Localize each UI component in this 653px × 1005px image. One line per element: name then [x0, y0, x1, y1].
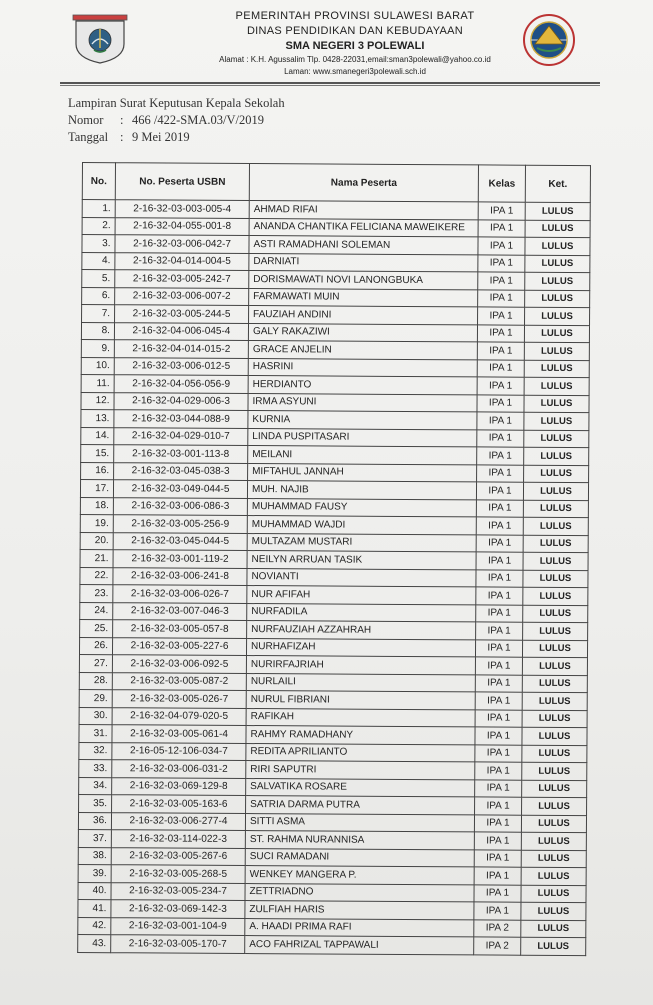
- usbn-number: 2-16-32-03-006-092-5: [112, 655, 246, 673]
- status-badge: LULUS: [522, 727, 587, 745]
- status-badge: LULUS: [523, 622, 588, 640]
- class-name: IPA 1: [474, 849, 521, 867]
- status-badge: LULUS: [521, 832, 586, 850]
- status-badge: LULUS: [524, 342, 589, 360]
- row-number: 41.: [78, 899, 111, 917]
- row-number: 34.: [79, 777, 112, 795]
- participant-name: NURFAUZIAH AZZAHRAH: [247, 621, 476, 640]
- class-name: IPA 1: [477, 447, 524, 465]
- participant-name: MUH. NAJIB: [247, 481, 476, 500]
- status-badge: LULUS: [525, 237, 590, 255]
- participant-name: ZETTRIADNO: [245, 883, 474, 902]
- class-name: IPA 1: [478, 237, 525, 255]
- participant-name: NURHAFIZAH: [246, 638, 475, 657]
- class-name: IPA 1: [478, 202, 525, 220]
- nomor-row: [68, 112, 285, 129]
- row-number: 19.: [80, 514, 113, 532]
- class-name: IPA 1: [475, 709, 522, 727]
- usbn-number: 2-16-32-03-005-268-5: [111, 865, 245, 883]
- header-name: Nama Peserta: [249, 164, 478, 202]
- school-name: SMA NEGERI 3 POLEWALI: [285, 40, 425, 52]
- row-number: 24.: [80, 602, 113, 620]
- status-badge: LULUS: [522, 745, 587, 763]
- class-name: IPA 1: [474, 832, 521, 850]
- class-name: IPA 1: [478, 307, 525, 325]
- participant-name: HERDIANTO: [248, 376, 477, 395]
- usbn-number: 2-16-32-03-005-242-7: [115, 270, 249, 288]
- status-badge: LULUS: [525, 272, 590, 290]
- usbn-number: 2-16-32-03-006-012-5: [114, 357, 248, 375]
- table-body: [78, 200, 591, 956]
- row-number: 23.: [80, 584, 113, 602]
- row-number: 27.: [79, 654, 112, 672]
- row-number: 35.: [79, 794, 112, 812]
- nomor-value: 466 /422-SMA.03/V/2019: [132, 113, 264, 127]
- class-name: IPA 1: [477, 324, 524, 342]
- usbn-number: 2-16-32-03-006-277-4: [111, 812, 245, 830]
- status-badge: LULUS: [521, 885, 586, 903]
- status-badge: LULUS: [524, 377, 589, 395]
- row-number: 31.: [79, 724, 112, 742]
- class-name: IPA 1: [476, 587, 523, 605]
- status-badge: LULUS: [524, 412, 589, 430]
- row-number: 20.: [80, 532, 113, 550]
- row-number: 33.: [79, 759, 112, 777]
- usbn-number: 2-16-32-03-005-170-7: [111, 935, 245, 953]
- class-name: IPA 1: [478, 272, 525, 290]
- class-name: IPA 1: [478, 219, 525, 237]
- class-name: IPA 1: [475, 639, 522, 657]
- participant-name: NURLAILI: [246, 673, 475, 692]
- class-name: IPA 1: [477, 359, 524, 377]
- class-name: IPA 1: [476, 482, 523, 500]
- participant-name: ASTI RAMADHANI SOLEMAN: [249, 236, 478, 255]
- row-number: 28.: [79, 672, 112, 690]
- usbn-number: 2-16-32-04-029-010-7: [114, 427, 248, 445]
- class-name: IPA 1: [477, 429, 524, 447]
- row-number: 13.: [81, 409, 114, 427]
- row-number: 4.: [82, 252, 115, 270]
- row-number: 12.: [81, 392, 114, 410]
- status-badge: LULUS: [521, 920, 586, 938]
- class-name: IPA 1: [478, 254, 525, 272]
- participant-name: GALY RAKAZIWI: [248, 323, 477, 342]
- participant-name: RAHMY RAMADHANY: [246, 726, 475, 745]
- participant-name: MULTAZAM MUSTARI: [247, 533, 476, 552]
- participant-name: RAFIKAH: [246, 708, 475, 727]
- row-number: 40.: [78, 882, 111, 900]
- usbn-number: 2-16-32-04-056-056-9: [114, 375, 248, 393]
- decree-reference: [68, 95, 285, 146]
- participant-name: ST. RAHMA NURANNISA: [245, 831, 474, 850]
- class-name: IPA 1: [476, 569, 523, 587]
- school-website: Laman: www.smanegeri3polewali.sch.id: [284, 67, 426, 76]
- participant-name: NURFADILA: [247, 603, 476, 622]
- usbn-number: 2-16-32-03-005-227-6: [112, 637, 246, 655]
- class-name: IPA 1: [475, 657, 522, 675]
- tanggal-row: [68, 129, 285, 146]
- status-badge: LULUS: [524, 465, 589, 483]
- participant-name: NUR AFIFAH: [247, 586, 476, 605]
- table-row: [78, 934, 586, 955]
- status-badge: LULUS: [522, 762, 587, 780]
- usbn-number: 2-16-32-03-006-026-7: [113, 585, 247, 603]
- class-name: IPA 1: [478, 289, 525, 307]
- class-name: IPA 1: [474, 902, 521, 920]
- class-name: IPA 1: [477, 342, 524, 360]
- class-name: IPA 1: [476, 552, 523, 570]
- participant-name: SITTI ASMA: [245, 813, 474, 832]
- usbn-number: 2-16-32-03-045-038-3: [114, 462, 248, 480]
- class-name: IPA 2: [474, 919, 521, 937]
- status-badge: LULUS: [523, 605, 588, 623]
- status-badge: LULUS: [523, 587, 588, 605]
- row-number: 10.: [81, 357, 114, 375]
- participant-name: MUHAMMAD FAUSY: [247, 498, 476, 517]
- participant-name: ZULFIAH HARIS: [245, 901, 474, 920]
- participant-name: DARNIATI: [249, 253, 478, 272]
- participant-name: NEILYN ARRUAN TASIK: [247, 551, 476, 570]
- usbn-number: 2-16-32-03-006-241-8: [113, 567, 247, 585]
- row-number: 36.: [78, 812, 111, 830]
- school-emblem-icon: [521, 14, 577, 66]
- usbn-number: 2-16-32-03-001-119-2: [113, 550, 247, 568]
- usbn-number: 2-16-32-03-001-104-9: [111, 917, 245, 935]
- usbn-number: 2-16-32-03-006-031-2: [112, 760, 246, 778]
- usbn-number: 2-16-32-03-045-044-5: [113, 532, 247, 550]
- table-header-row: [82, 163, 590, 203]
- nomor-colon: :: [120, 113, 124, 127]
- class-name: IPA 1: [476, 604, 523, 622]
- usbn-number: 2-16-32-03-069-142-3: [111, 900, 245, 918]
- status-badge: LULUS: [524, 325, 589, 343]
- provincial-emblem-icon: [72, 14, 128, 64]
- school-address: Alamat : K.H. Agussalim Tlp. 0428-22031,email:sman3polewali@yahoo.co.id: [219, 55, 491, 64]
- usbn-number: 2-16-32-03-007-046-3: [113, 602, 247, 620]
- usbn-number: 2-16-32-03-006-086-3: [113, 497, 247, 515]
- status-badge: LULUS: [522, 692, 587, 710]
- participant-name: KURNIA: [248, 411, 477, 430]
- class-name: IPA 1: [474, 814, 521, 832]
- status-badge: LULUS: [522, 640, 587, 658]
- decree-title: Lampiran Surat Keputusan Kepala Sekolah: [68, 96, 285, 110]
- usbn-number: 2-16-32-03-005-026-7: [112, 690, 246, 708]
- usbn-number: 2-16-32-03-044-088-9: [114, 410, 248, 428]
- usbn-number: 2-16-32-03-006-042-7: [115, 235, 249, 253]
- usbn-number: 2-16-32-04-014-004-5: [115, 252, 249, 270]
- participant-name: DORISMAWATI NOVI LANONGBUKA: [249, 271, 478, 290]
- class-name: IPA 1: [477, 464, 524, 482]
- class-name: IPA 1: [475, 744, 522, 762]
- usbn-number: 2-16-32-04-029-006-3: [114, 392, 248, 410]
- status-badge: LULUS: [523, 500, 588, 518]
- row-number: 43.: [78, 934, 111, 952]
- class-name: IPA 1: [475, 762, 522, 780]
- participant-name: RIRI SAPUTRI: [246, 761, 475, 780]
- participant-name: REDITA APRILIANTO: [246, 743, 475, 762]
- row-number: 8.: [81, 322, 114, 340]
- row-number: 11.: [81, 374, 114, 392]
- class-name: IPA 2: [474, 937, 521, 955]
- row-number: 9.: [81, 339, 114, 357]
- participant-name: GRACE ANJELIN: [248, 341, 477, 360]
- usbn-number: 2-16-32-03-005-267-6: [111, 847, 245, 865]
- class-name: IPA 1: [477, 394, 524, 412]
- usbn-number: 2-16-05-12-106-034-7: [112, 742, 246, 760]
- class-name: IPA 1: [476, 534, 523, 552]
- usbn-number: 2-16-32-03-001-113-8: [114, 445, 248, 463]
- header-no: No.: [82, 163, 115, 200]
- header-ket: Ket.: [525, 165, 590, 202]
- usbn-number: 2-16-32-03-005-061-4: [112, 725, 246, 743]
- row-number: 25.: [80, 619, 113, 637]
- row-number: 6.: [82, 287, 115, 305]
- usbn-number: 2-16-32-03-049-044-5: [113, 480, 247, 498]
- row-number: 16.: [81, 462, 114, 480]
- usbn-number: 2-16-32-03-005-234-7: [111, 882, 245, 900]
- header-kelas: Kelas: [478, 165, 525, 202]
- status-badge: LULUS: [525, 220, 590, 238]
- participant-name: FAUZIAH ANDINI: [249, 306, 478, 325]
- usbn-number: 2-16-32-03-005-057-8: [113, 620, 247, 638]
- row-number: 30.: [79, 707, 112, 725]
- participant-name: A. HAADI PRIMA RAFI: [245, 918, 474, 937]
- row-number: 21.: [80, 549, 113, 567]
- class-name: IPA 1: [474, 884, 521, 902]
- tanggal-label: Tanggal: [68, 130, 109, 144]
- participant-name: FARMAWATI MUIN: [249, 288, 478, 307]
- class-name: IPA 1: [476, 517, 523, 535]
- header-rule-thin: [60, 85, 600, 86]
- usbn-number: 2-16-32-04-055-001-8: [115, 217, 249, 235]
- status-badge: LULUS: [522, 657, 587, 675]
- participant-name: IRMA ASYUNI: [248, 393, 477, 412]
- row-number: 15.: [81, 444, 114, 462]
- participant-name: MIFTAHUL JANNAH: [248, 463, 477, 482]
- status-badge: LULUS: [521, 902, 586, 920]
- participant-name: MEILANI: [248, 446, 477, 465]
- usbn-number: 2-16-32-03-005-244-5: [115, 305, 249, 323]
- status-badge: LULUS: [525, 255, 590, 273]
- status-badge: LULUS: [521, 937, 586, 955]
- status-badge: LULUS: [525, 290, 590, 308]
- class-name: IPA 1: [477, 377, 524, 395]
- participant-name: AHMAD RIFAI: [249, 201, 478, 220]
- status-badge: LULUS: [522, 780, 587, 798]
- status-badge: LULUS: [523, 482, 588, 500]
- participant-name: HASRINI: [248, 358, 477, 377]
- row-number: 42.: [78, 917, 111, 935]
- row-number: 26.: [79, 637, 112, 655]
- row-number: 17.: [80, 479, 113, 497]
- participant-name: NOVIANTI: [247, 568, 476, 587]
- usbn-number: 2-16-32-03-005-087-2: [112, 672, 246, 690]
- status-badge: LULUS: [525, 307, 590, 325]
- usbn-number: 2-16-32-04-014-015-2: [114, 340, 248, 358]
- participant-name: MUHAMMAD WAJDI: [247, 516, 476, 535]
- usbn-number: 2-16-32-03-005-256-9: [113, 515, 247, 533]
- usbn-number: 2-16-32-04-079-020-5: [112, 707, 246, 725]
- participant-name: ANANDA CHANTIKA FELICIANA MAWEIKERE: [249, 218, 478, 237]
- nomor-label: Nomor: [68, 113, 104, 127]
- row-number: 39.: [78, 864, 111, 882]
- row-number: 32.: [79, 742, 112, 760]
- participant-name: SALVATIKA ROSARE: [246, 778, 475, 797]
- class-name: IPA 1: [474, 867, 521, 885]
- status-badge: LULUS: [523, 517, 588, 535]
- usbn-number: 2-16-32-03-005-163-6: [112, 795, 246, 813]
- tanggal-colon: :: [120, 130, 124, 144]
- letterhead: [150, 9, 560, 78]
- header-rule-thick: [60, 82, 600, 84]
- class-name: IPA 1: [475, 797, 522, 815]
- letterhead-line-1: PEMERINTAH PROVINSI SULAWESI BARAT: [235, 10, 475, 22]
- participant-name: ACO FAHRIZAL TAPPAWALI: [245, 936, 474, 955]
- status-badge: LULUS: [521, 850, 586, 868]
- usbn-number: 2-16-32-04-006-045-4: [114, 322, 248, 340]
- usbn-number: 2-16-32-03-114-022-3: [111, 830, 245, 848]
- status-badge: LULUS: [524, 447, 589, 465]
- usbn-number: 2-16-32-03-006-007-2: [115, 287, 249, 305]
- status-badge: LULUS: [522, 675, 587, 693]
- class-name: IPA 1: [475, 779, 522, 797]
- row-number: 18.: [80, 497, 113, 515]
- class-name: IPA 1: [476, 499, 523, 517]
- row-number: 1.: [82, 200, 115, 218]
- participant-name: SUCI RAMADANI: [245, 848, 474, 867]
- row-number: 2.: [82, 217, 115, 235]
- participant-name: WENKEY MANGERA P.: [245, 866, 474, 885]
- status-badge: LULUS: [524, 395, 589, 413]
- participant-name: SATRIA DARMA PUTRA: [246, 796, 475, 815]
- status-badge: LULUS: [525, 202, 590, 220]
- row-number: 38.: [78, 847, 111, 865]
- status-badge: LULUS: [524, 430, 589, 448]
- class-name: IPA 1: [477, 412, 524, 430]
- class-name: IPA 1: [475, 674, 522, 692]
- participant-name: NURUL FIBRIANI: [246, 691, 475, 710]
- status-badge: LULUS: [523, 535, 588, 553]
- tanggal-value: 9 Mei 2019: [132, 130, 190, 144]
- usbn-number: 2-16-32-03-069-129-8: [112, 777, 246, 795]
- row-number: 29.: [79, 689, 112, 707]
- status-badge: LULUS: [521, 867, 586, 885]
- status-badge: LULUS: [521, 815, 586, 833]
- row-number: 22.: [80, 567, 113, 585]
- class-name: IPA 1: [475, 692, 522, 710]
- status-badge: LULUS: [523, 552, 588, 570]
- row-number: 5.: [82, 270, 115, 288]
- status-badge: LULUS: [522, 710, 587, 728]
- row-number: 37.: [78, 829, 111, 847]
- participant-name: NURIRFAJRIAH: [246, 656, 475, 675]
- class-name: IPA 1: [475, 727, 522, 745]
- row-number: 3.: [82, 235, 115, 253]
- participant-name: LINDA PUSPITASARI: [248, 428, 477, 447]
- letterhead-line-2: DINAS PENDIDIKAN DAN KEBUDAYAAN: [246, 25, 464, 37]
- status-badge: LULUS: [524, 360, 589, 378]
- class-name: IPA 1: [476, 622, 523, 640]
- header-usbn: No. Peserta USBN: [115, 163, 249, 201]
- graduation-table: [77, 162, 591, 956]
- usbn-number: 2-16-32-03-003-005-4: [115, 200, 249, 218]
- status-badge: LULUS: [522, 797, 587, 815]
- row-number: 14.: [81, 427, 114, 445]
- row-number: 7.: [82, 305, 115, 323]
- status-badge: LULUS: [523, 570, 588, 588]
